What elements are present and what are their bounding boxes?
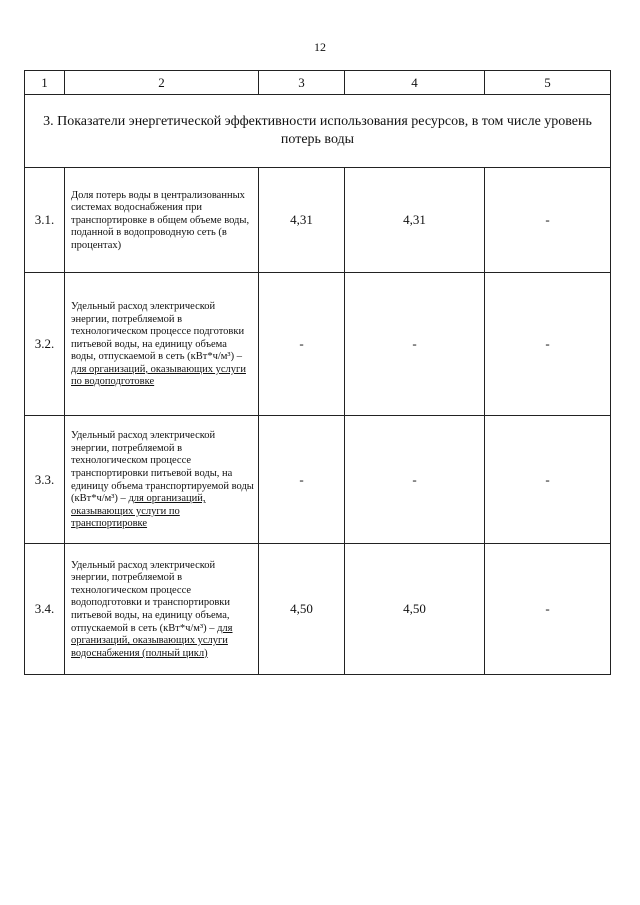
row-number: 3.2. xyxy=(25,273,65,416)
row-value-col3: 4,50 xyxy=(259,544,345,675)
row-value-col4: - xyxy=(345,416,485,544)
row-value-col5: - xyxy=(485,168,611,273)
header-cell-4: 4 xyxy=(345,71,485,95)
header-cell-5: 5 xyxy=(485,71,611,95)
description-text: Удельный расход электрической энергии, потребляемой в технологическом процессе водоподготовки и транспортировки питьевой воды, на единицу объема, отпускаемой в сеть (кВт*ч/м³) – xyxy=(71,559,231,634)
row-value-col3: - xyxy=(259,416,345,544)
row-value-col3: 4,31 xyxy=(259,168,345,273)
header-cell-2: 2 xyxy=(65,71,259,95)
section-row xyxy=(25,95,611,168)
row-description xyxy=(65,416,259,544)
row-number: 3.1. xyxy=(25,168,65,273)
table-row xyxy=(25,544,611,675)
header-cell-1: 1 xyxy=(25,71,65,95)
description-underlined: для организаций, оказывающих услуги по водоподготовке xyxy=(71,363,246,388)
row-value-col5: - xyxy=(485,416,611,544)
row-value-col5: - xyxy=(485,273,611,416)
row-description xyxy=(65,273,259,416)
row-description xyxy=(65,168,259,273)
row-value-col5: - xyxy=(485,544,611,675)
row-value-col4: 4,31 xyxy=(345,168,485,273)
row-number: 3.3. xyxy=(25,416,65,544)
indicators-table xyxy=(24,70,611,675)
row-description xyxy=(65,544,259,675)
table-row xyxy=(25,416,611,544)
header-cell-3: 3 xyxy=(259,71,345,95)
row-value-col4: 4,50 xyxy=(345,544,485,675)
description-underlined: для организаций, оказывающих услуги по транспортировке xyxy=(71,493,206,530)
description-text: Доля потерь воды в централизованных системах водоснабжения при транспортировке в общем объеме воды, поданной в водопроводную сеть (в процентах) xyxy=(71,189,250,251)
row-value-col4: - xyxy=(345,273,485,416)
row-number: 3.4. xyxy=(25,544,65,675)
row-value-col3: - xyxy=(259,273,345,416)
description-text: Удельный расход электрической энергии, потребляемой в технологическом процессе транспортировки питьевой воды, на единицу объема транспортируемой воды (кВт*ч/м³) – xyxy=(71,430,254,505)
section-title: 3. Показатели энергетической эффективности использования ресурсов, в том числе уровень потерь воды xyxy=(25,95,611,168)
description-underlined: для организаций, оказывающих услуги водоснабжения (полный цикл) xyxy=(71,622,233,659)
description-text: Удельный расход электрической энергии, потребляемой в технологическом процессе подготовки питьевой воды, на единицу объема воды, отпускаемой в сеть (кВт*ч/м³) – xyxy=(71,300,245,363)
page-number: 12 xyxy=(314,40,326,54)
table-row xyxy=(25,168,611,273)
table-header-row xyxy=(25,71,611,95)
table-row xyxy=(25,273,611,416)
